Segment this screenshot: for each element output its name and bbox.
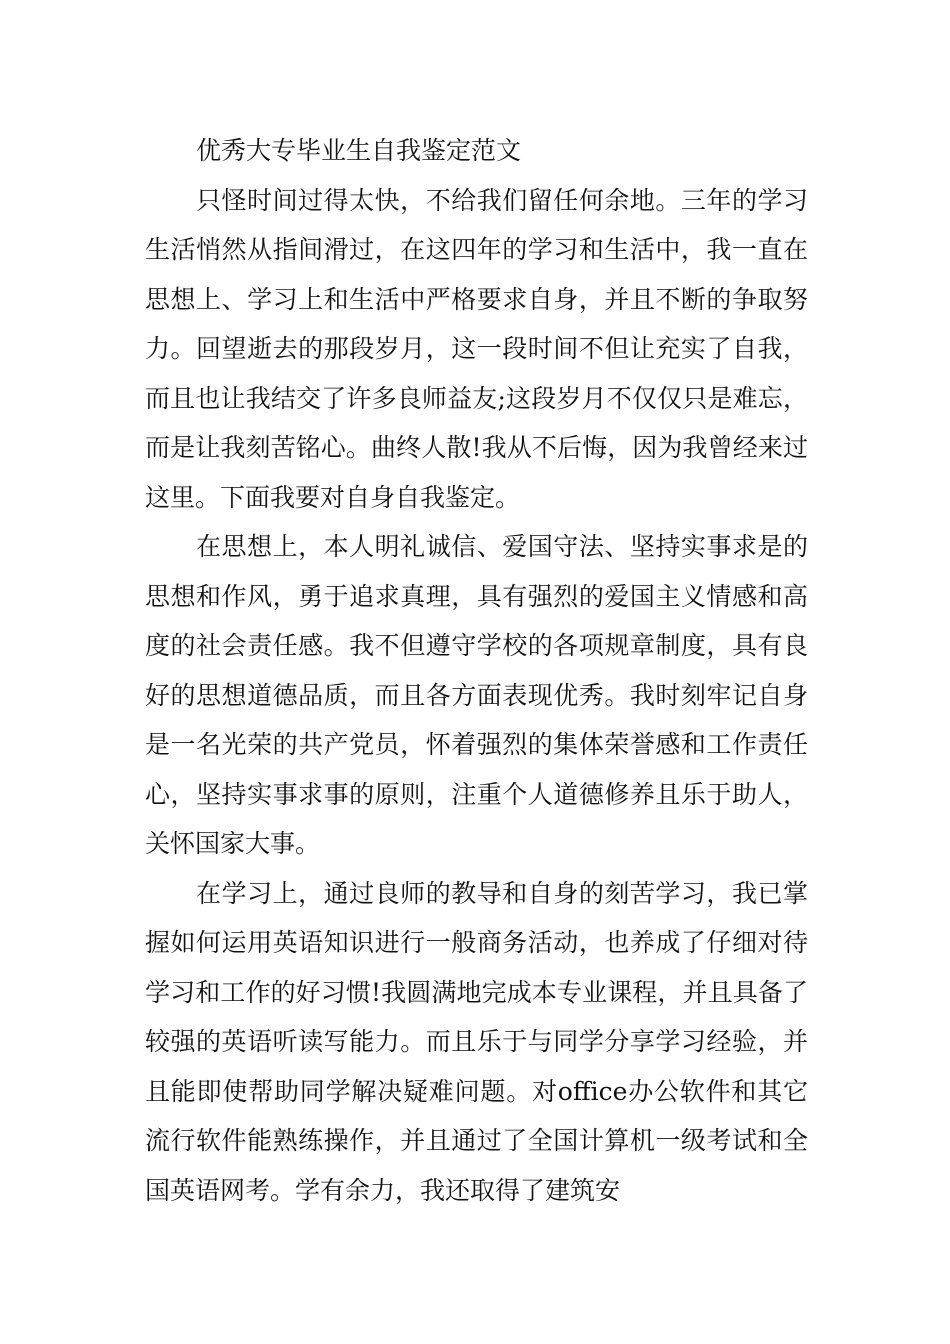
- paragraph-intro: 只怪时间过得太快，不给我们留任何余地。三年的学习生活悄然从指间滑过，在这四年的学习和生活中，我一直在思想上、学习上和生活中严格要求自身，并且不断的争取努力。回望逝去的那段岁月，这一段时间不但让充实了自我，而且也让我结交了许多良师益友;这段岁月不仅仅只是难忘，而是让我刻苦铭心。曲终人散!我从不后悔，因为我曾经来过这里。下面我要对自身自我鉴定。: [145, 185, 808, 512]
- document-body: [145, 126, 808, 1215]
- paragraph-ideology: 在思想上，本人明礼诚信、爱国守法、坚持实事求是的思想和作风，勇于追求真理，具有强烈的爱国主义情感和高度的社会责任感。我不但遵守学校的各项规章制度，具有良好的思想道德品质，而且各方面表现优秀。我时刻牢记自身是一名光荣的共产党员，怀着强烈的集体荣誉感和工作责任心，坚持实事求事的原则，注重个人道德修养且乐于助人，关怀国家大事。: [145, 532, 808, 858]
- document-title: 优秀大专毕业生自我鉴定范文: [196, 136, 522, 165]
- paragraph-study: 在学习上，通过良师的教导和自身的刻苦学习，我已掌握如何运用英语知识进行一般商务活动，也养成了仔细对待学习和工作的好习惯!我圆满地完成本专业课程，并且具备了较强的英语听读写能力。而且乐于与同学分享学习经验，并且能即使帮助同学解决疑难问题。对office办公软件和其它流行软件能熟练操作，并且通过了全国计算机一级考试和全国英语网考。学有余力，我还取得了建筑安: [145, 878, 808, 1205]
